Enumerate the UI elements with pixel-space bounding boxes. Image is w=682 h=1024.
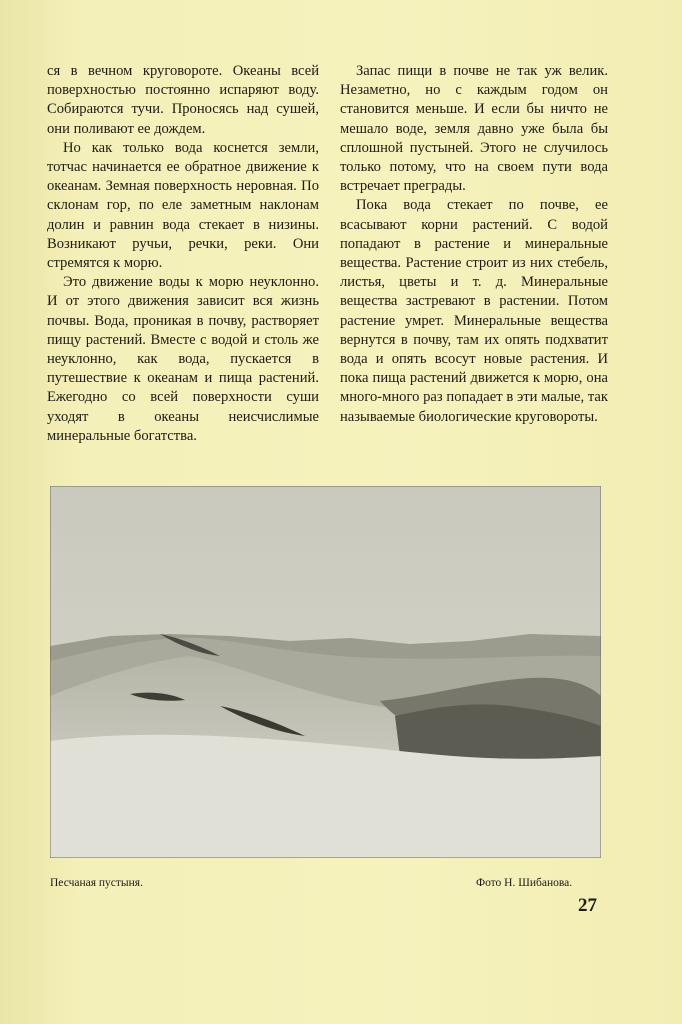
right-text-column <box>340 62 608 427</box>
paragraph: Пока вода стекает по почве, ее всасывают корни растений. С водой попадают в растение и минеральные вещества. Растение строит из них стебель, листья, цветы и т. д. Минеральные вещества застревают в растении. Потом растение умрет. Минеральные вещества вернутся в почву, там их опять подхватит вода и опять всосут новые растения. И пока пища растений движется к морю, она много-много раз попадает в эти малые, так называемые биологические круговороты. <box>340 197 608 425</box>
paragraph: Это движение воды к морю неуклонно. И от этого движения зависит вся жизнь почвы. Вода, проникая в почву, растворяет пищу растений. Вместе с водой и столь же неуклонно, как вода, пускается в путешествие к океанам и пища растений. Ежегодно со всей поверхности суши уходят в океаны неисчислимые минеральные богатства. <box>47 274 319 444</box>
left-text-column <box>47 62 319 446</box>
page-number: 27 <box>578 895 597 916</box>
paragraph: Но как только вода коснется земли, тотчас начинается ее обратное движение к океанам. Земная поверхность неровная. По склонам гор, по еле заметным наклонам долин и равнин вода стекает в низины. Возникают ручьи, речки, реки. Они стремятся к морю. <box>47 139 319 272</box>
desert-photo <box>50 486 601 858</box>
photo-caption: Песчаная пустыня. <box>50 877 143 889</box>
paragraph: ся в вечном круговороте. Океаны всей поверхностью постоянно испаряют воду. Собираются тучи. Проносясь над сушей, они поливают ее дождем. <box>47 63 319 137</box>
paragraph: Запас пищи в почве не так уж велик. Незаметно, но с каждым годом он становится меньше. И если бы ничто не мешало воде, земля давно уже была бы сплошной пустыней. Этого не случилось только потому, что на своем пути вода встречает преграды. <box>340 63 608 195</box>
photo-credit: Фото Н. Шибанова. <box>476 877 573 889</box>
